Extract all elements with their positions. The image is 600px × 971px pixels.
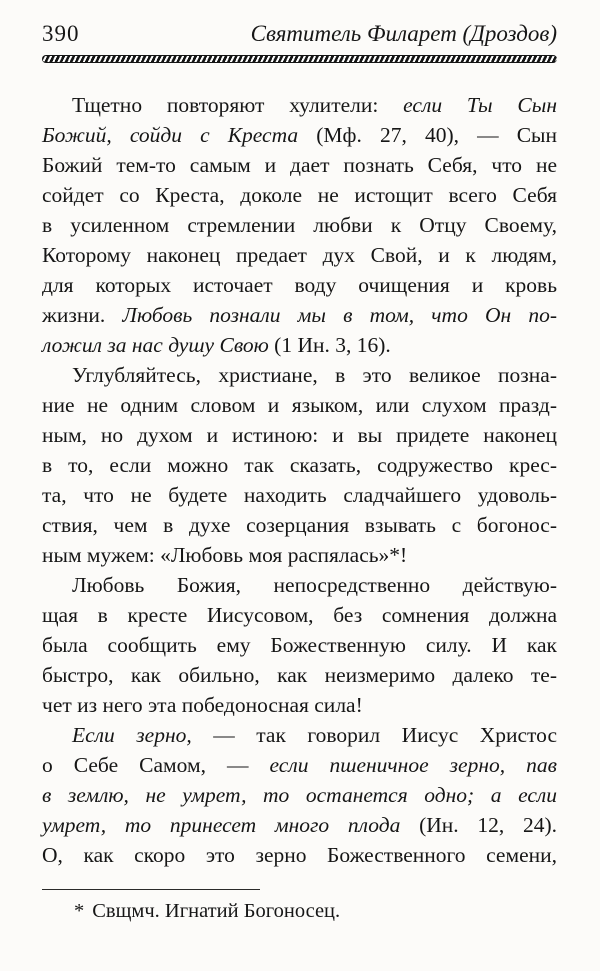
text-segment: ным, но духом и истиною: и вы придете наконец bbox=[42, 423, 557, 447]
text-line bbox=[42, 660, 557, 690]
footnote-marker: * bbox=[74, 900, 85, 922]
text-line bbox=[42, 240, 557, 270]
text-segment: сойдет со Креста, доколе не истощит всего Себя bbox=[42, 183, 557, 207]
text-line bbox=[42, 360, 557, 390]
text-segment: (1 Ин. 3, 16). bbox=[274, 333, 391, 357]
text-line bbox=[42, 600, 557, 630]
text-line bbox=[42, 630, 557, 660]
text-line bbox=[42, 90, 557, 120]
text-segment: ным мужем: «Любовь моя распялась»*! bbox=[42, 543, 408, 567]
text-segment: — так говорил Иисус Христос bbox=[213, 723, 557, 747]
text-segment: щая в кресте Иисусовом, без сомнения должна bbox=[42, 603, 557, 627]
text-line bbox=[42, 780, 557, 810]
paragraph bbox=[42, 720, 557, 870]
text-segment: Которому наконец предает дух Свой, и к людям, bbox=[42, 243, 557, 267]
text-line bbox=[42, 390, 557, 420]
paragraph bbox=[42, 90, 557, 360]
quote-segment: ложил за нас душу Свою bbox=[42, 333, 275, 357]
text-line bbox=[42, 330, 557, 360]
text-segment: Любовь Божия, непосредственно действую- bbox=[72, 573, 557, 597]
text-line bbox=[42, 750, 557, 780]
text-line bbox=[42, 840, 557, 870]
text-line bbox=[42, 420, 557, 450]
text-segment: для которых источает воду очищения и кровь bbox=[42, 273, 557, 297]
text-line bbox=[42, 510, 557, 540]
quote-segment: Любовь познали мы в том, что Он по- bbox=[122, 303, 557, 327]
text-line bbox=[42, 570, 557, 600]
quote-segment: Божий, сойди с Креста bbox=[42, 123, 317, 147]
quote-segment: если пшеничное зерно, пав bbox=[269, 753, 558, 777]
text-segment: О, как скоро это зерно Божественного семени, bbox=[42, 843, 557, 867]
text-line bbox=[42, 810, 557, 840]
text-line bbox=[42, 120, 557, 150]
text-line bbox=[42, 270, 557, 300]
text-line bbox=[42, 690, 557, 720]
text-line bbox=[42, 300, 557, 330]
text-segment: (Мф. 27, 40), — Сын bbox=[316, 123, 557, 147]
text-line bbox=[42, 450, 557, 480]
text-segment: Божий тем-то самым и дает познать Себя, что не bbox=[42, 153, 557, 177]
text-segment: Тщетно повторяют хулители: bbox=[72, 93, 404, 117]
page-number: 390 bbox=[42, 21, 80, 46]
paragraph bbox=[42, 570, 557, 720]
text-segment: та, что не будете находить сладчайшего удоволь- bbox=[42, 483, 557, 507]
body-text bbox=[42, 90, 557, 870]
text-segment: жизни. bbox=[42, 303, 123, 327]
text-line bbox=[42, 210, 557, 240]
text-line bbox=[42, 150, 557, 180]
text-segment: в то, если можно так сказать, содружество крес- bbox=[42, 453, 557, 477]
text-line bbox=[42, 540, 557, 570]
text-segment: чет из него эта победоносная сила! bbox=[42, 693, 363, 717]
footnote-block bbox=[42, 889, 557, 971]
text-segment: в усиленном стремлении любви к Отцу Своему, bbox=[42, 213, 557, 237]
text-segment: ствия, чем в духе созерцания взывать с богонос- bbox=[42, 513, 557, 537]
quote-segment: умрет, то принесет много плода bbox=[42, 813, 420, 837]
text-segment: ние не одним словом и языком, или слухом празд- bbox=[42, 393, 557, 417]
text-segment: о Себе Самом, — bbox=[42, 753, 270, 777]
footnote-rule bbox=[42, 889, 260, 890]
text-line bbox=[42, 480, 557, 510]
running-title: Святитель Филарет (Дроздов) bbox=[250, 21, 557, 46]
quote-segment: если Ты Сын bbox=[403, 93, 557, 117]
paragraph bbox=[42, 360, 557, 570]
text-line bbox=[42, 720, 557, 750]
running-head bbox=[42, 20, 557, 48]
text-line bbox=[42, 180, 557, 210]
rope-divider bbox=[42, 55, 557, 63]
text-segment: быстро, как обильно, как неизмеримо далеко те- bbox=[42, 663, 557, 687]
quote-segment: Если зерно, bbox=[72, 723, 214, 747]
footnote-text: Свщмч. Игнатий Богоносец. bbox=[92, 900, 341, 922]
text-segment: (Ин. 12, 24). bbox=[419, 813, 557, 837]
text-segment: Углубляйтесь, христиане, в это великое позна- bbox=[72, 363, 557, 387]
quote-segment: в землю, не умрет, то останется одно; а если bbox=[42, 783, 557, 807]
text-segment: была сообщить ему Божественную силу. И как bbox=[42, 633, 557, 657]
footnote bbox=[42, 898, 557, 924]
